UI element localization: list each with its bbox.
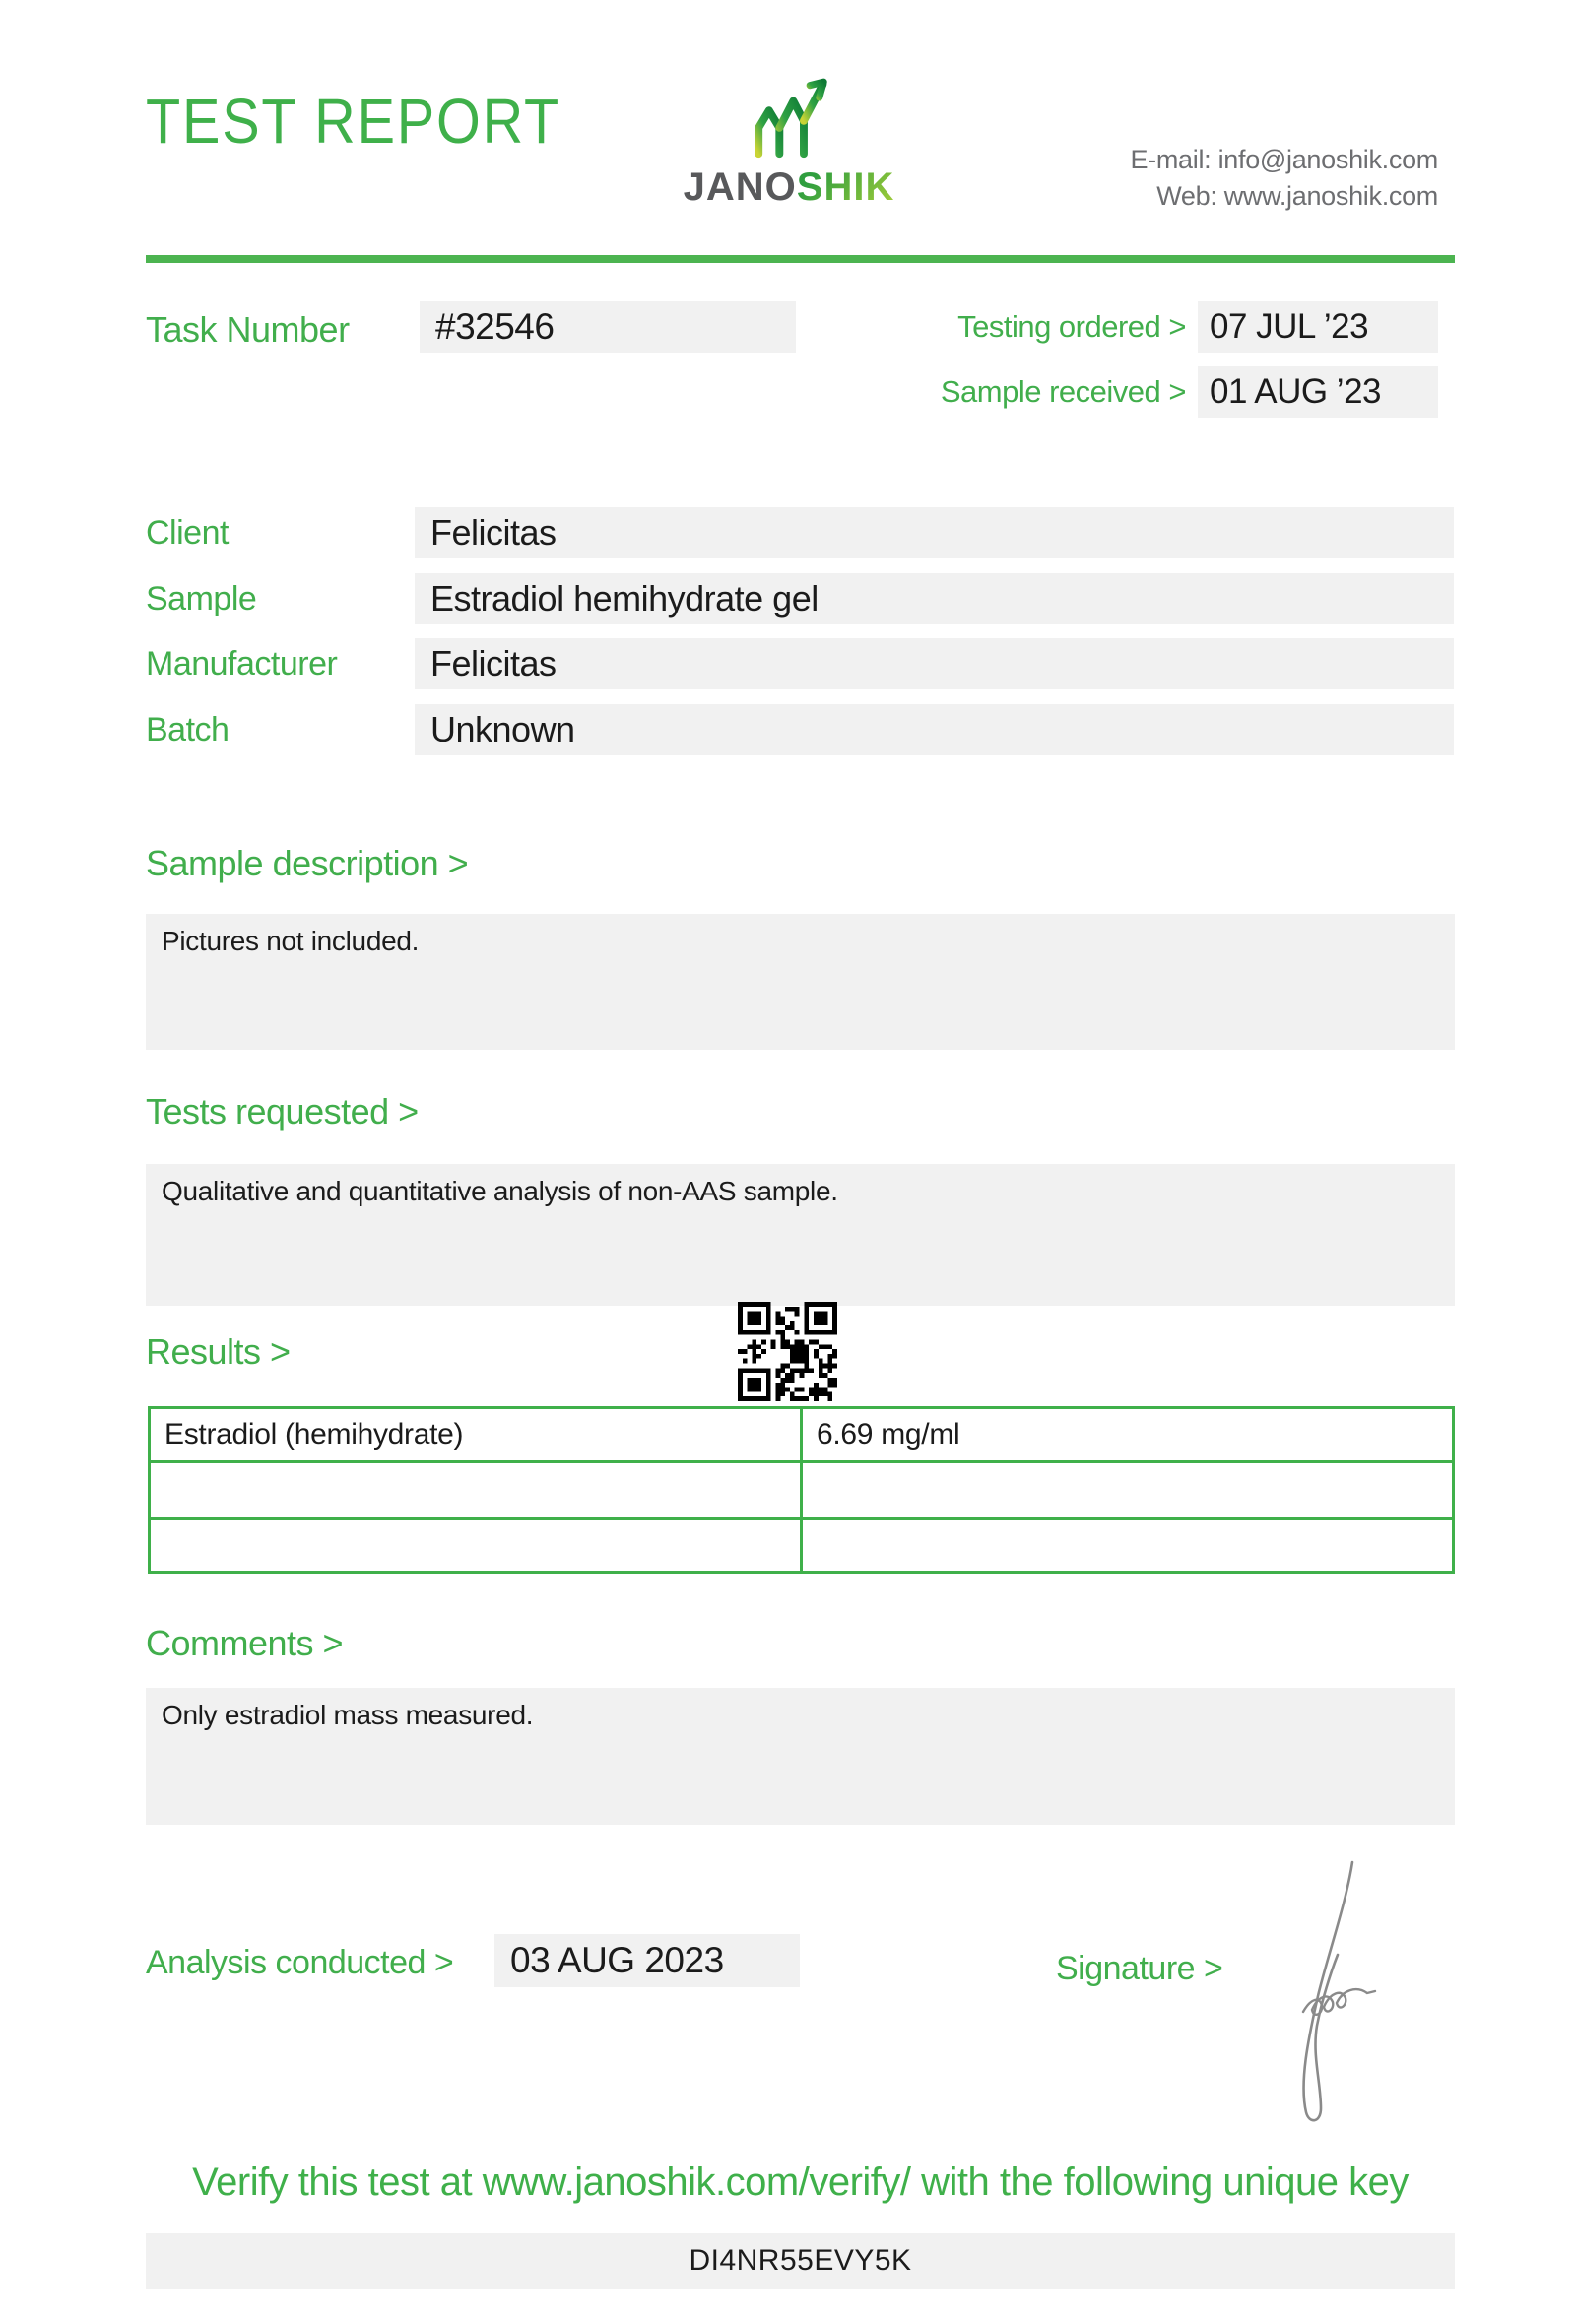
contact-email: E-mail: info@janoshik.com	[1130, 145, 1438, 174]
comments-text: Only estradiol mass measured.	[162, 1700, 534, 1730]
manufacturer-value: Felicitas	[415, 638, 1454, 689]
result-value	[802, 1462, 1454, 1519]
client-label: Client	[146, 514, 229, 551]
logo-text-green: SHIK	[796, 165, 895, 209]
sample-received-label: Sample received >	[940, 374, 1186, 409]
analysis-conducted-label: Analysis conducted >	[146, 1944, 454, 1981]
tests-requested-text: Qualitative and quantitative analysis of non-AAS sample.	[162, 1176, 838, 1206]
client-value: Felicitas	[415, 507, 1454, 558]
results-heading: Results >	[146, 1331, 291, 1372]
batch-label: Batch	[146, 711, 230, 748]
contact-block	[1130, 142, 1438, 215]
sample-received-value: 01 AUG ’23	[1198, 366, 1438, 418]
table-row	[150, 1408, 1454, 1462]
page-title: TEST REPORT	[146, 86, 560, 157]
analysis-conducted-value: 03 AUG 2023	[494, 1934, 800, 1987]
signature-label: Signature >	[1056, 1950, 1223, 1987]
results-table	[148, 1406, 1455, 1574]
logo-text-dark: JANO	[683, 165, 797, 209]
sample-value: Estradiol hemihydrate gel	[415, 573, 1454, 624]
sample-description-text: Pictures not included.	[162, 926, 420, 956]
manufacturer-label: Manufacturer	[146, 645, 338, 682]
result-value	[802, 1519, 1454, 1573]
signature-image	[1276, 1856, 1384, 2137]
header-divider	[146, 255, 1455, 263]
result-analyte	[150, 1462, 802, 1519]
tests-requested-heading: Tests requested >	[146, 1091, 419, 1131]
janoshik-logo-icon	[746, 77, 832, 161]
comments-heading: Comments >	[146, 1623, 344, 1663]
table-row	[150, 1462, 1454, 1519]
result-analyte: Estradiol (hemihydrate)	[150, 1408, 802, 1462]
sample-label: Sample	[146, 580, 257, 617]
task-number-value: #32546	[420, 301, 796, 353]
testing-ordered-row	[847, 301, 1438, 353]
tests-requested-block	[146, 1164, 1455, 1306]
janoshik-logo-wordmark	[680, 165, 898, 210]
comments-block	[146, 1688, 1455, 1825]
qr-code	[738, 1302, 837, 1401]
testing-ordered-label: Testing ordered >	[957, 309, 1186, 344]
sample-description-heading: Sample description >	[146, 843, 469, 883]
table-row	[150, 1519, 1454, 1573]
sample-description-block	[146, 914, 1455, 1050]
batch-value: Unknown	[415, 704, 1454, 755]
testing-ordered-value: 07 JUL ’23	[1198, 301, 1438, 353]
sample-received-row	[847, 366, 1438, 418]
result-analyte	[150, 1519, 802, 1573]
contact-web: Web: www.janoshik.com	[1156, 181, 1438, 211]
result-value: 6.69 mg/ml	[802, 1408, 1454, 1462]
unique-key-value: DI4NR55EVY5K	[146, 2233, 1455, 2289]
verify-instruction: Verify this test at www.janoshik.com/verify/ with the following unique key	[192, 2161, 1409, 2204]
task-number-label: Task Number	[146, 309, 350, 350]
